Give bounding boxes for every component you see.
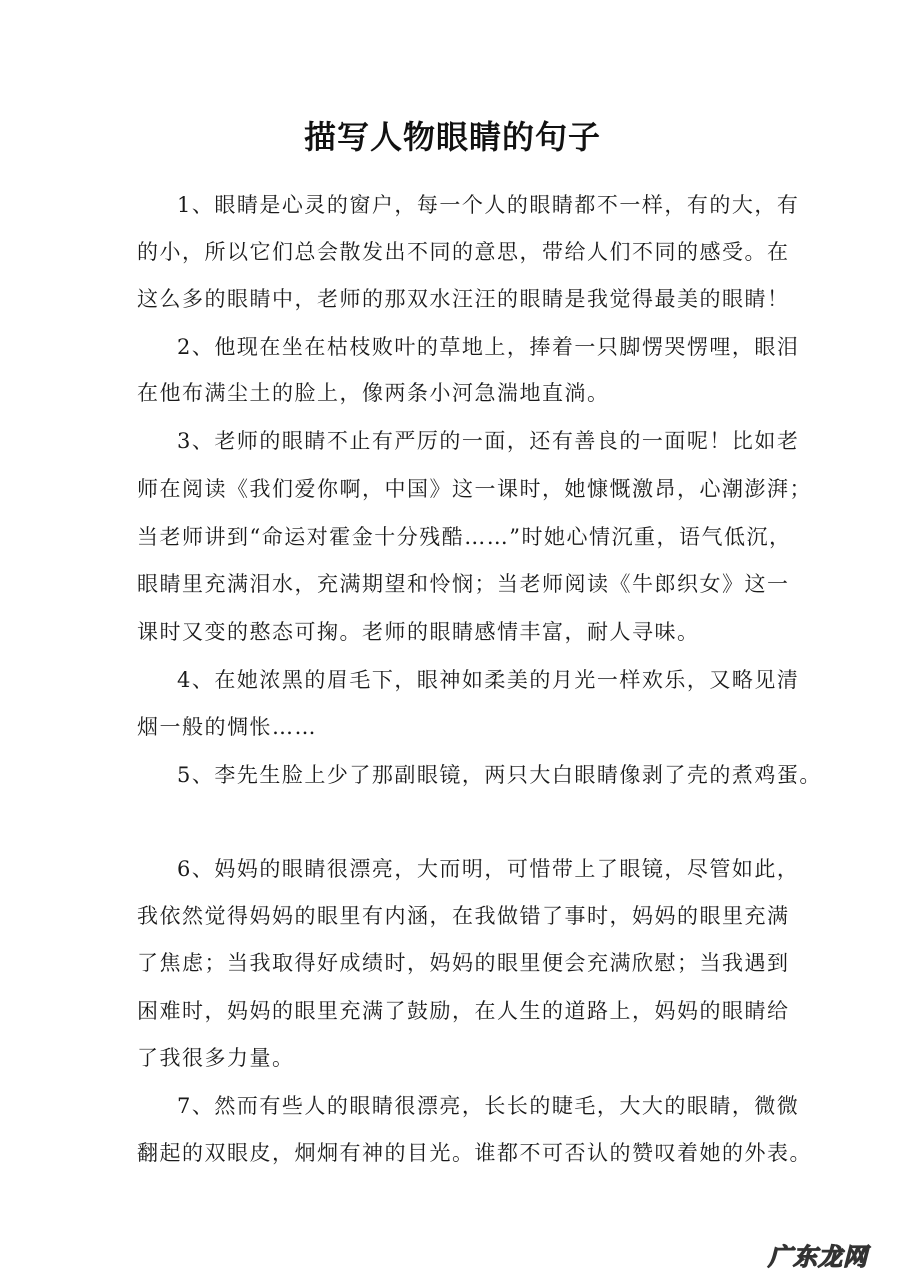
paragraph-4-line-1: 4、在她浓黑的眉毛下，眼神如柔美的月光一样欢乐，又略见清 <box>177 668 800 692</box>
paragraph-5-line-1: 5、李先生脸上少了那副眼镜，两只大白眼睛像剥了壳的煮鸡蛋。 <box>177 763 822 787</box>
paragraph-3-line-1: 3、老师的眼睛不止有严厉的一面，还有善良的一面呢！比如老 <box>177 429 800 453</box>
paragraph-7-line-1: 7、然而有些人的眼睛很漂亮，长长的睫毛，大大的眼睛，微微 <box>177 1094 800 1118</box>
watermark-logo: 广东龙网 <box>768 1243 868 1271</box>
paragraph-3-line-5: 课时又变的憨态可掬。老师的眼睛感情丰富，耐人寻味。 <box>137 620 700 644</box>
paragraph-1-line-3: 这么多的眼睛中，老师的那双水汪汪的眼睛是我觉得最美的眼睛！ <box>137 287 790 311</box>
paragraph-1-line-2: 的小，所以它们总会散发出不同的意思，带给人们不同的感受。在 <box>137 240 790 264</box>
paragraph-6-line-1: 6、妈妈的眼睛很漂亮，大而明，可惜带上了眼镜，尽管如此， <box>177 857 800 881</box>
paragraph-1-line-1: 1、眼睛是心灵的窗户，每一个人的眼睛都不一样，有的大，有 <box>177 193 800 217</box>
paragraph-3-line-2: 师在阅读《我们爱你啊，中国》这一课时，她慷慨激昂，心潮澎湃； <box>137 477 812 501</box>
paragraph-4-line-2: 烟一般的惆怅…… <box>137 715 317 739</box>
paragraph-6-line-4: 困难时，妈妈的眼里充满了鼓励，在人生的道路上，妈妈的眼睛给 <box>137 999 790 1023</box>
document-title: 描写人物眼睛的句子 <box>303 118 601 156</box>
paragraph-6-line-5: 了我很多力量。 <box>137 1046 295 1070</box>
paragraph-3-line-4: 眼睛里充满泪水，充满期望和怜悯；当老师阅读《牛郎织女》这一 <box>137 572 790 596</box>
paragraph-6-line-3: 了焦虑；当我取得好成绩时，妈妈的眼里便会充满欣慰；当我遇到 <box>137 951 790 975</box>
paragraph-6-line-2: 我依然觉得妈妈的眼里有内涵，在我做错了事时，妈妈的眼里充满 <box>137 904 790 928</box>
paragraph-7-line-2: 翻起的双眼皮，炯炯有神的目光。谁都不可否认的赞叹着她的外表。 <box>137 1141 812 1165</box>
paragraph-2-line-1: 2、他现在坐在枯枝败叶的草地上，捧着一只脚愣哭愣哩，眼泪 <box>177 335 800 359</box>
paragraph-3-line-3: 当老师讲到“命运对霍金十分残酷……”时她心情沉重，语气低沉， <box>137 525 792 549</box>
paragraph-2-line-2: 在他布满尘土的脸上，像两条小河急湍地直淌。 <box>137 381 610 405</box>
